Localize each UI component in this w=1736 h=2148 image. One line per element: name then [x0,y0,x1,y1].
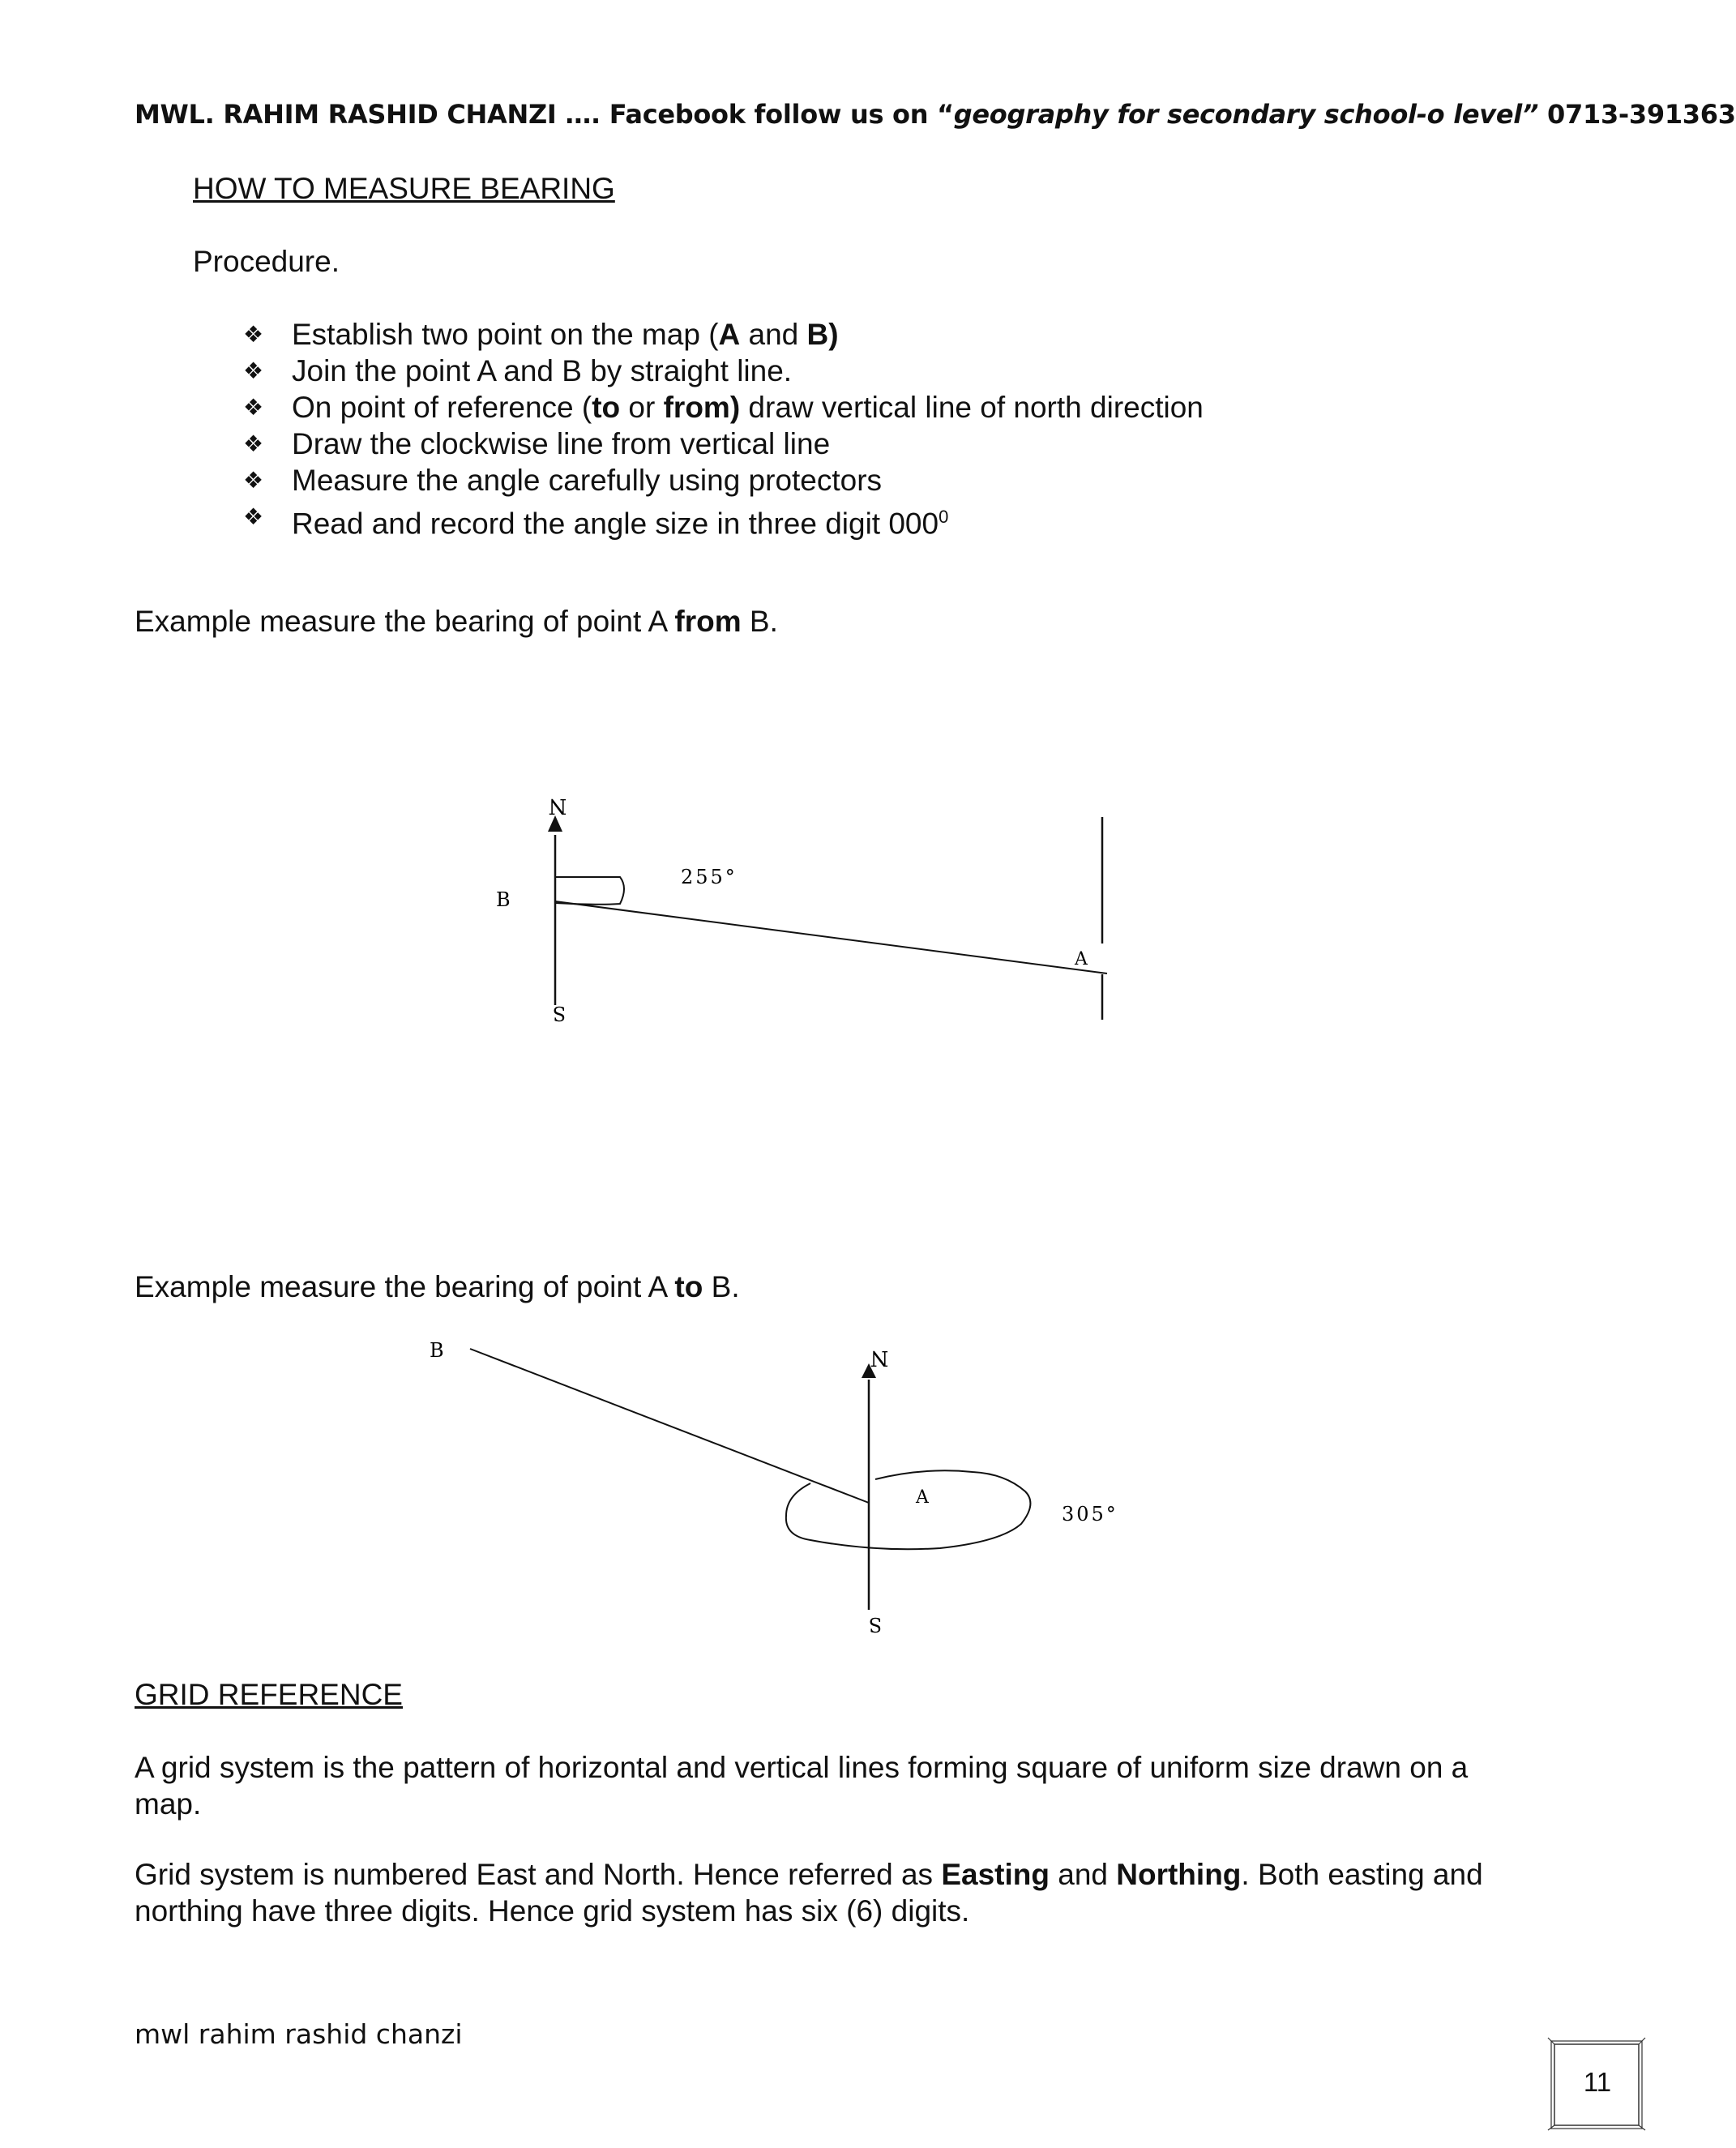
grid-paragraph-1: A grid system is the pattern of horizontal and vertical lines forming square of uniform size drawn on a map. [135,1751,1469,1821]
page-number: 11 [1583,2067,1612,2097]
bearing-line [555,901,1107,973]
procedure-step: ❖ Measure the angle carefully using protectors [243,464,883,497]
bearing-to-diagram [405,1329,1183,1637]
bearing-line [470,1349,869,1503]
angle-arc [786,1470,1031,1549]
north-label: N [548,794,567,818]
diamond-bullet-icon: ❖ [243,395,264,420]
north-label: N [870,1346,889,1370]
header-author: MWL. RAHIM RASHID CHANZI …. Facebook follow us on “ [135,99,954,130]
header-phone: 0713-391363 [1538,99,1736,130]
procedure-step: ❖ Draw the clockwise line from vertical line [243,427,831,460]
angle-arc [555,877,624,905]
south-label: S [868,1613,883,1636]
angle-label: 255° [681,866,738,888]
procedure-label: Procedure. [193,245,340,278]
bearing-from-diagram [454,794,1151,1038]
diamond-bullet-icon: ❖ [243,431,264,456]
procedure-step: ❖ Establish two point on the map (A and B) [243,318,839,351]
example-from-heading: Example measure the bearing of point A from B. [135,605,778,638]
south-label: S [552,1002,567,1025]
page-number-box [1548,2036,1647,2132]
point-b-label: B [496,888,511,911]
grid-paragraph-2: Grid system is numbered East and North. Hence referred as Easting and Northing. Both easting and northing have three digits. Hence grid system has six (6) digits. [135,1858,1483,1928]
header-page-name: geography for secondary school-o level” [953,99,1539,130]
grid-title: GRID REFERENCE [135,1678,403,1711]
page-header [135,99,1736,130]
point-b-label: B [430,1339,444,1362]
bearing-title: HOW TO MEASURE BEARING [193,172,615,205]
angle-label: 305° [1062,1503,1118,1525]
footer-author: mwl rahim rashid chanzi [135,2018,463,2050]
diamond-bullet-icon: ❖ [243,358,264,383]
procedure-step: ❖ Read and record the angle size in three digit $000^0$ [243,498,1204,535]
example-to-heading: Example measure the bearing of point A to B. [135,1270,740,1303]
diamond-bullet-icon: ❖ [243,468,264,493]
point-a-label: A [916,1487,929,1508]
procedure-step: ❖ On point of reference (to or from) draw vertical line of north direction [243,391,1204,424]
point-a-label: A [1075,949,1088,969]
procedure-list [243,316,1204,541]
procedure-step: ❖ Join the point A and B by straight line. [243,354,793,387]
diamond-bullet-icon: ❖ [243,322,264,347]
diamond-bullet-icon: ❖ [243,504,264,529]
